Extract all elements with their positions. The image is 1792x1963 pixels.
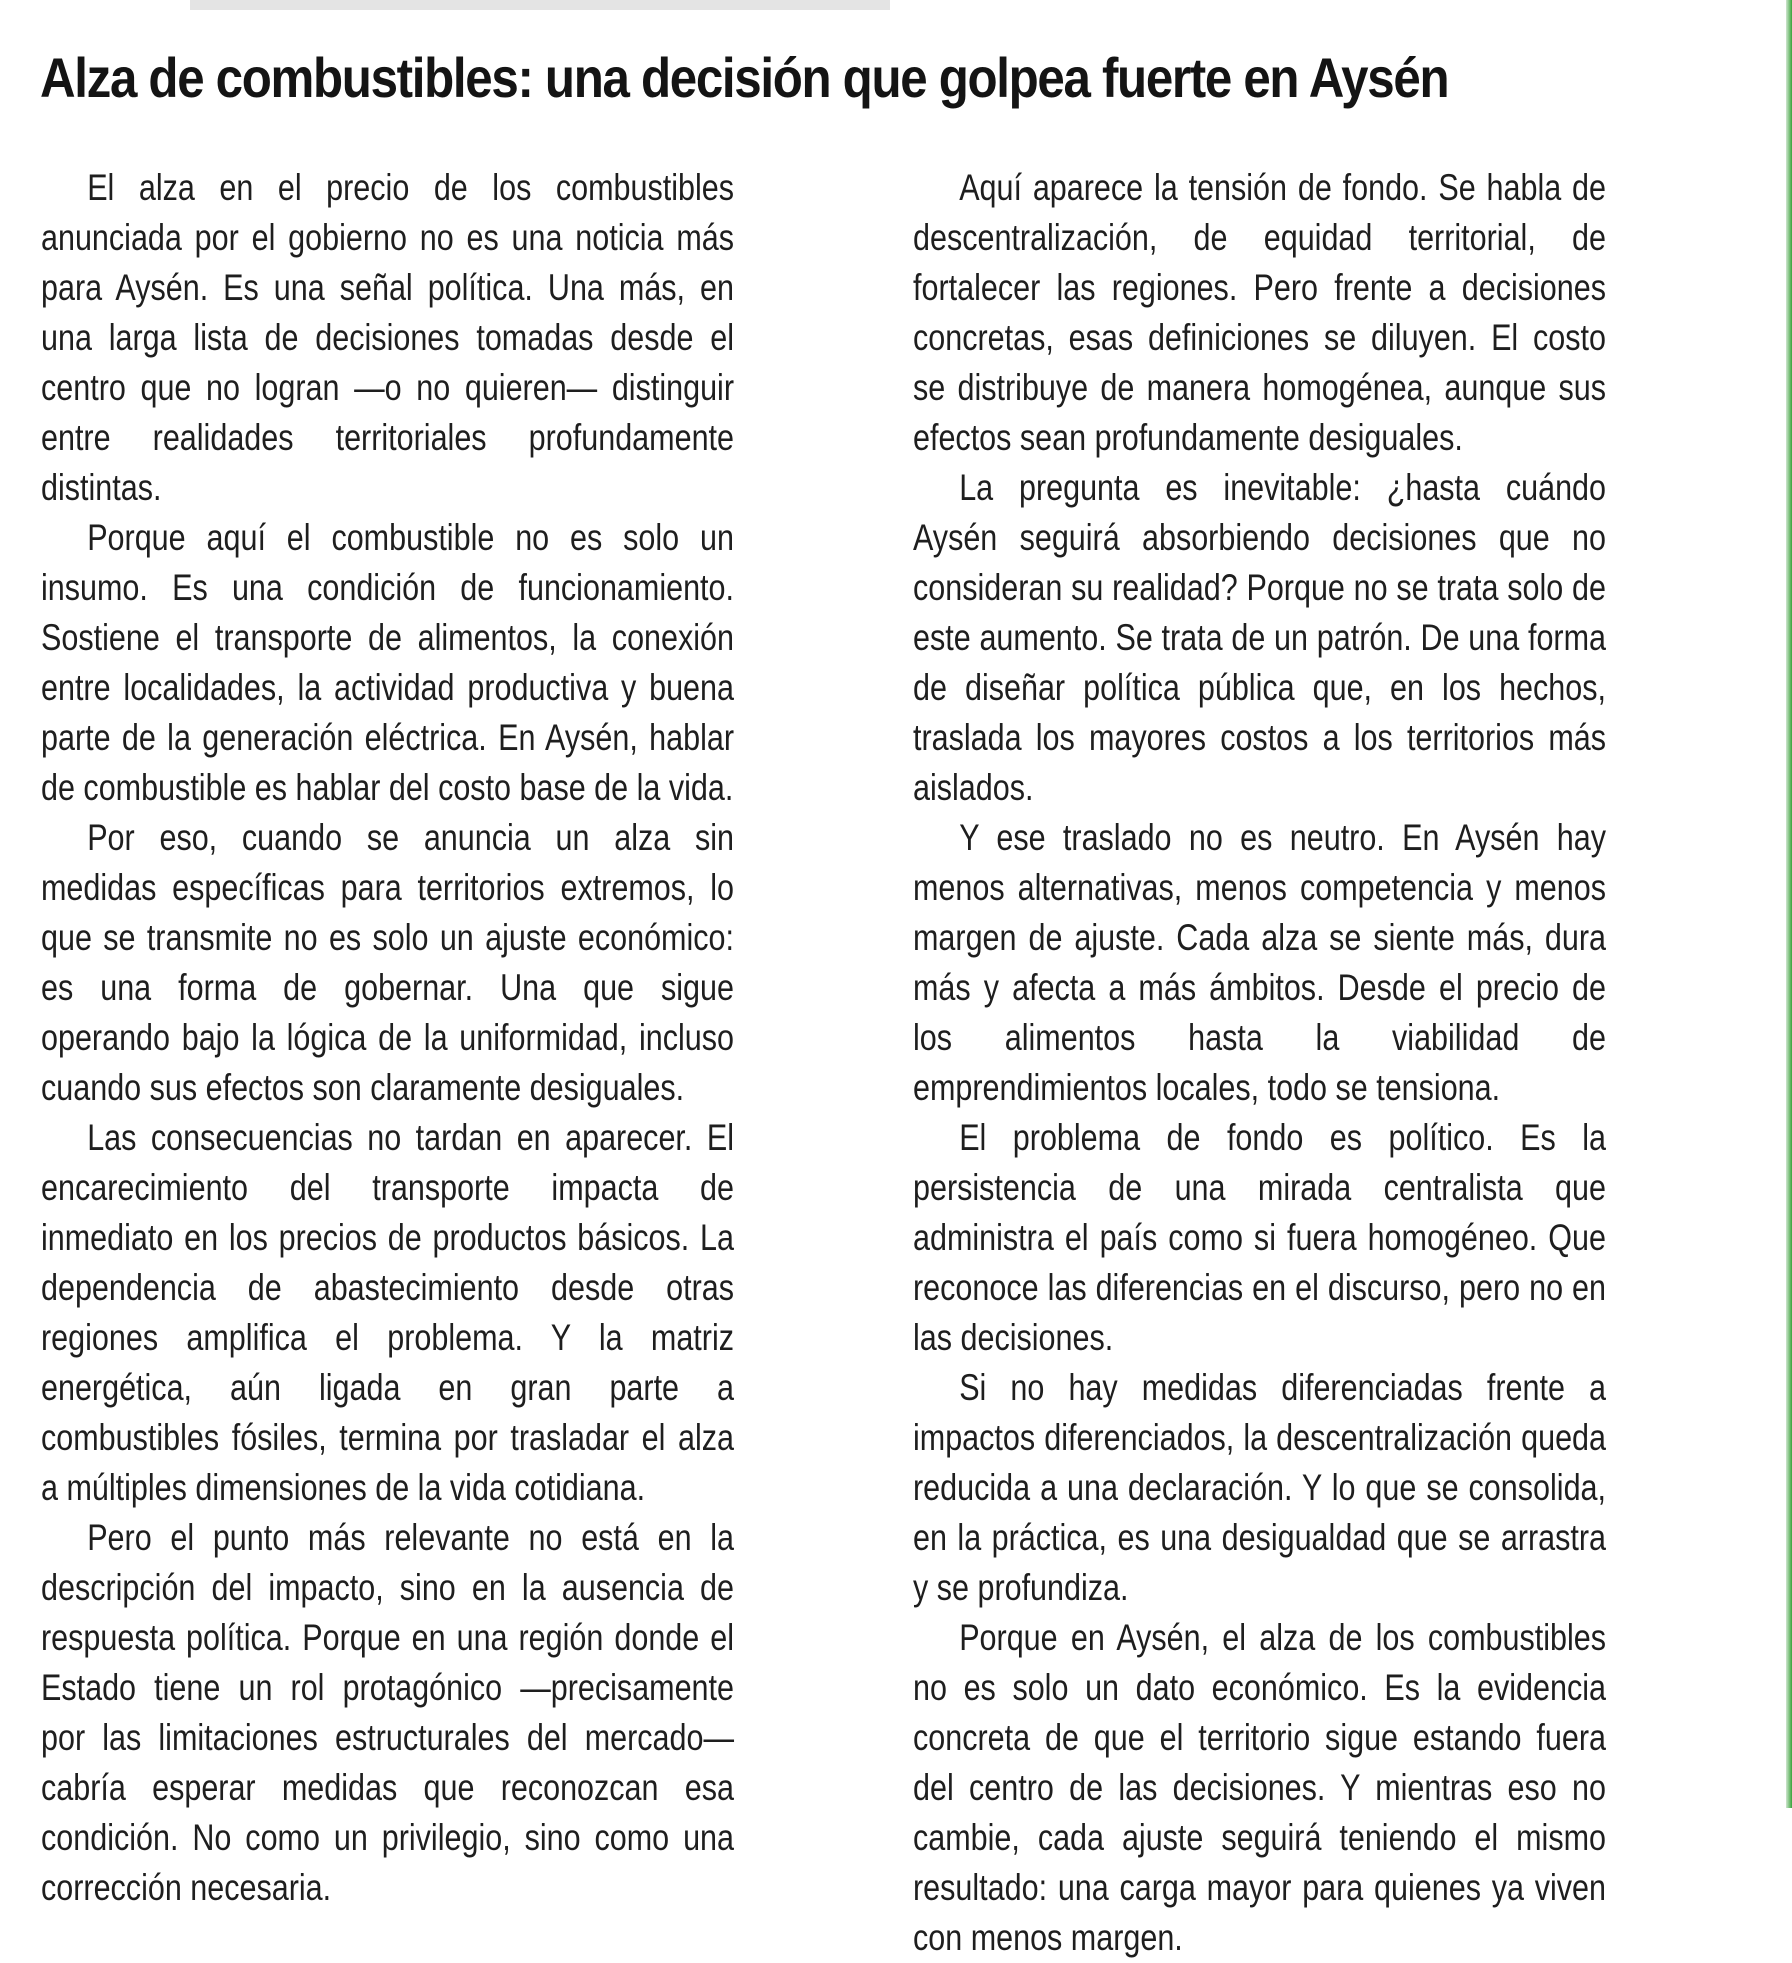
paragraph: Y ese traslado no es neutro. En Aysén hay menos alternativas, menos competencia y menos margen de ajuste. Cada alza se siente más, dura más y afecta a más ámbitos. Desde el precio de los alimentos hasta la viabilidad de emprendimientos locales, todo se tensiona.: [913, 817, 1606, 1108]
previous-article-strip: [190, 0, 890, 10]
paragraph: Pero el punto más relevante no está en la descripción del impacto, sino en la ausencia de respuesta política. Porque en una región donde el Estado tiene un rol protagónico —precisamente por las limitaciones estructurales del mercado— cabría esperar medidas que reconozcan esa condición. No como un privilegio, sino como una corrección necesaria.: [41, 1517, 734, 1908]
paragraph: Por eso, cuando se anuncia un alza sin medidas específicas para territorios extremos, lo que se transmite no es solo un ajuste económico: es una forma de gobernar. Una que sigue operando bajo la lógica de la uniformidad, incluso cuando sus efectos son claramente desiguales.: [41, 817, 734, 1108]
paragraph: Porque en Aysén, el alza de los combustibles no es solo un dato económico. Es la evidencia concreta de que el territorio sigue estando fuera del centro de las decisiones. Y mientras eso no cambie, cada ajuste seguirá teniendo el mismo resultado: una carga mayor para quienes ya viven con menos margen.: [913, 1617, 1606, 1958]
paragraph: Porque aquí el combustible no es solo un insumo. Es una condición de funcionamiento. Sostiene el transporte de alimentos, la conexión entre localidades, la actividad productiva y buena parte de la generación eléctrica. En Aysén, hablar de combustible es hablar del costo base de la vida.: [41, 517, 734, 808]
paragraph: Las consecuencias no tardan en aparecer. El encarecimiento del transporte impacta de inmediato en los precios de productos básicos. La dependencia de abastecimiento desde otras regiones amplifica el problema. Y la matriz energética, aún ligada en gran parte a combustibles fósiles, termina por trasladar el alza a múltiples dimensiones de la vida cotidiana.: [41, 1117, 734, 1508]
article-title: Alza de combustibles: una decisión que golpea fuerte en Aysén: [40, 46, 1449, 109]
article-column-left: [41, 163, 734, 1913]
paragraph: La pregunta es inevitable: ¿hasta cuándo Aysén seguirá absorbiendo decisiones que no consideran su realidad? Porque no se trata solo de este aumento. Se trata de un patrón. De una forma de diseñar política pública que, en los hechos, traslada los mayores costos a los territorios más aislados.: [913, 467, 1606, 808]
paragraph: El problema de fondo es político. Es la persistencia de una mirada centralista que administra el país como si fuera homogéneo. Que reconoce las diferencias en el discurso, pero no en las decisiones.: [913, 1117, 1606, 1358]
paragraph: Si no hay medidas diferenciadas frente a impactos diferenciados, la descentralización queda reducida a una declaración. Y lo que se consolida, en la práctica, es una desigualdad que se arrastra y se profundiza.: [913, 1367, 1606, 1608]
article-column-right: [913, 163, 1606, 1963]
paragraph: El alza en el precio de los combustibles anunciada por el gobierno no es una noticia más para Aysén. Es una señal política. Una más, en una larga lista de decisiones tomadas desde el centro que no logran —o no quieren— distinguir entre realidades territoriales profundamente distintas.: [41, 167, 734, 508]
paragraph: Aquí aparece la tensión de fondo. Se habla de descentralización, de equidad territorial, de fortalecer las regiones. Pero frente a decisiones concretas, esas definiciones se diluyen. El costo se distribuye de manera homogénea, aunque sus efectos sean profundamente desiguales.: [913, 167, 1606, 458]
page-edge-border: [1786, 0, 1792, 1808]
